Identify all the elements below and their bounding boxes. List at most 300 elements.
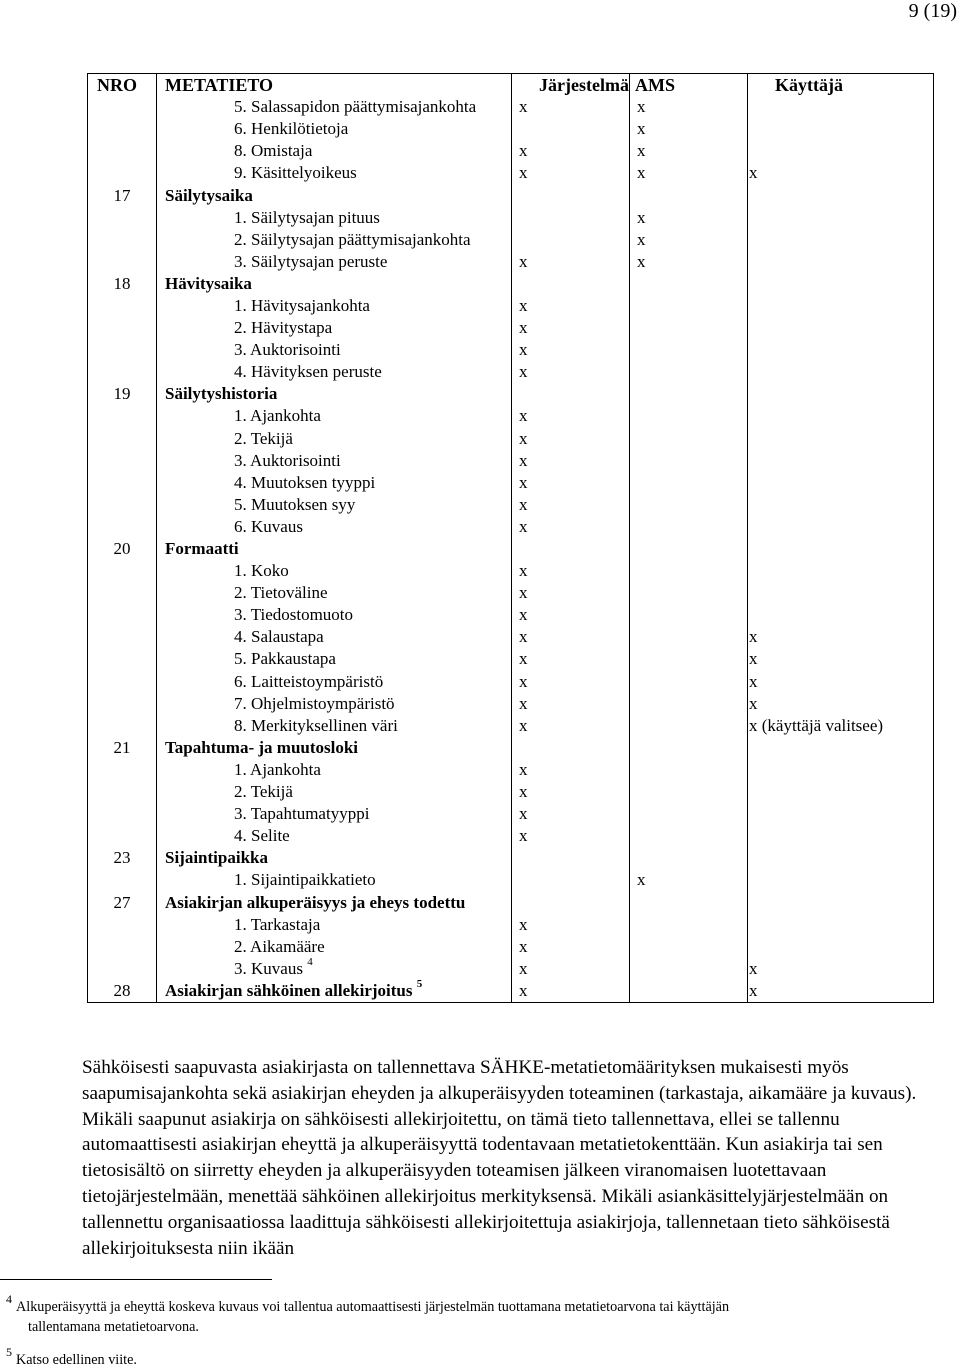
cell-kayttaja-text: x	[749, 649, 758, 669]
cell-kayttaja	[748, 516, 934, 538]
cell-nro	[88, 538, 157, 560]
cell-nro-text: 20	[113, 539, 131, 559]
table-body	[88, 96, 934, 1002]
cell-jarjestelma-text: x	[519, 472, 528, 492]
cell-nro	[88, 869, 157, 891]
cell-nro	[88, 494, 157, 516]
table-row	[88, 869, 934, 891]
cell-ams	[630, 516, 748, 538]
cell-kayttaja-text: x	[749, 958, 758, 978]
cell-metatieto	[157, 207, 512, 229]
cell-ams-text: x	[637, 207, 646, 227]
cell-ams	[630, 671, 748, 693]
table-row	[88, 958, 934, 980]
cell-jarjestelma-text: x	[519, 141, 528, 161]
cell-nro	[88, 715, 157, 737]
footnote-4-text: Alkuperäisyyttä ja eheyttä koskeva kuvaus voi tallentua automaattisesti järjestelmän tuottamana metatietoarvona tai käyttäjän	[16, 1299, 730, 1315]
table-row	[88, 207, 934, 229]
cell-nro	[88, 582, 157, 604]
table-row	[88, 229, 934, 251]
cell-nro	[88, 626, 157, 648]
cell-ams-text: x	[637, 251, 646, 271]
cell-jarjestelma-text: x	[519, 362, 528, 382]
cell-nro	[88, 383, 157, 405]
cell-ams	[630, 251, 748, 273]
cell-metatieto	[157, 671, 512, 693]
footnote-4-text-cont: tallentamana metatietoarvona.	[28, 1319, 199, 1335]
cell-jarjestelma	[512, 936, 630, 958]
cell-metatieto	[157, 96, 512, 118]
cell-metatieto-text: 8. Omistaja	[234, 141, 313, 161]
cell-jarjestelma-text: x	[519, 826, 528, 846]
cell-nro	[88, 118, 157, 140]
cell-jarjestelma-text: x	[519, 804, 528, 824]
cell-nro	[88, 317, 157, 339]
table-row	[88, 626, 934, 648]
cell-kayttaja	[748, 626, 934, 648]
cell-jarjestelma-text: x	[519, 693, 528, 713]
table-section-row	[88, 737, 934, 759]
cell-metatieto	[157, 781, 512, 803]
cell-kayttaja	[748, 317, 934, 339]
header-nro: NRO	[88, 74, 157, 97]
cell-metatieto-text: 4. Hävityksen peruste	[234, 362, 382, 382]
table-section-row	[88, 273, 934, 295]
cell-metatieto-text: 1. Ajankohta	[234, 759, 321, 779]
cell-nro-text: 27	[113, 892, 131, 912]
table-row	[88, 936, 934, 958]
cell-metatieto	[157, 847, 512, 869]
cell-metatieto	[157, 958, 512, 980]
cell-metatieto	[157, 560, 512, 582]
cell-jarjestelma-text: x	[519, 561, 528, 581]
header-jarjestelma: Järjestelmä	[512, 74, 630, 97]
cell-jarjestelma	[512, 737, 630, 759]
cell-jarjestelma	[512, 715, 630, 737]
cell-jarjestelma-text: x	[519, 295, 528, 315]
cell-metatieto	[157, 472, 512, 494]
cell-kayttaja	[748, 958, 934, 980]
cell-metatieto-text: Asiakirjan sähköinen allekirjoitus	[165, 980, 413, 1000]
cell-kayttaja	[748, 207, 934, 229]
cell-nro	[88, 361, 157, 383]
cell-metatieto	[157, 516, 512, 538]
table-row	[88, 604, 934, 626]
cell-jarjestelma-text: x	[519, 759, 528, 779]
cell-jarjestelma	[512, 759, 630, 781]
cell-metatieto-text: 5. Pakkaustapa	[234, 649, 336, 669]
cell-jarjestelma-text: x	[519, 958, 528, 978]
cell-kayttaja	[748, 671, 934, 693]
cell-metatieto	[157, 759, 512, 781]
cell-ams	[630, 980, 748, 1003]
table-header	[88, 74, 934, 97]
cell-kayttaja	[748, 405, 934, 427]
cell-nro	[88, 648, 157, 670]
cell-metatieto	[157, 229, 512, 251]
cell-nro	[88, 295, 157, 317]
cell-jarjestelma-text: x	[519, 914, 528, 934]
cell-ams	[630, 582, 748, 604]
cell-ams	[630, 936, 748, 958]
cell-jarjestelma	[512, 405, 630, 427]
cell-kayttaja	[748, 582, 934, 604]
cell-kayttaja-text: x (käyttäjä valitsee)	[749, 715, 884, 735]
cell-jarjestelma-text: x	[519, 340, 528, 360]
cell-metatieto	[157, 604, 512, 626]
cell-jarjestelma-text: x	[519, 318, 528, 338]
cell-metatieto	[157, 582, 512, 604]
cell-jarjestelma	[512, 516, 630, 538]
cell-metatieto	[157, 361, 512, 383]
table-row	[88, 582, 934, 604]
cell-metatieto-text: 5. Muutoksen syy	[234, 494, 356, 514]
cell-nro	[88, 450, 157, 472]
cell-jarjestelma	[512, 339, 630, 361]
cell-jarjestelma	[512, 295, 630, 317]
cell-ams	[630, 96, 748, 118]
cell-nro-text: 18	[113, 273, 131, 293]
cell-metatieto	[157, 184, 512, 206]
cell-ams	[630, 914, 748, 936]
cell-kayttaja	[748, 273, 934, 295]
cell-metatieto	[157, 295, 512, 317]
body-paragraph: Sähköisesti saapuvasta asiakirjasta on tallennettava SÄHKE-metatietomäärityksen mukaisesti myös saapumisajankohta sekä asiakirjan eheyden ja alkuperäisyyden toteaminen (tarkastaja, aikamääre ja kuvaus). Mikäli saapunut asiakirja on sähköisesti allekirjoitettu, on tämä tieto tallennettava, ellei se tallennu automaattisesti asiakirjan eheyttä ja alkuperäisyyttä todentavaan metatietokenttään. Kun asiakirja tai sen tietosisältö on siirretty eheyden ja alkuperäisyyden toteamisen jälkeen viranomaisen luotettavaan tietojärjestelmään, menettää sähköinen allekirjoitus merkityksensä. Mikäli asiankäsittelyjärjestelmään on tallennettu organisaatiossa laadittuja sähköisesti allekirjoitettuja asiakirjoja, tallennetaan tieto sähköisestä allekirjoituksesta niin ikään	[82, 1057, 917, 1259]
cell-jarjestelma	[512, 361, 630, 383]
cell-jarjestelma	[512, 958, 630, 980]
table-row	[88, 140, 934, 162]
cell-kayttaja	[748, 648, 934, 670]
cell-ams	[630, 693, 748, 715]
cell-metatieto	[157, 803, 512, 825]
cell-metatieto-text: 2. Hävitystapa	[234, 318, 333, 338]
table-row	[88, 162, 934, 184]
cell-jarjestelma	[512, 626, 630, 648]
cell-ams	[630, 428, 748, 450]
cell-metatieto	[157, 428, 512, 450]
cell-nro-text: 19	[113, 384, 131, 404]
table-row	[88, 803, 934, 825]
table-section-row	[88, 847, 934, 869]
table-row	[88, 693, 934, 715]
table-row	[88, 494, 934, 516]
cell-ams	[630, 494, 748, 516]
table-section-row	[88, 538, 934, 560]
cell-kayttaja	[748, 825, 934, 847]
cell-ams	[630, 781, 748, 803]
cell-kayttaja-text: x	[749, 980, 758, 1000]
cell-nro	[88, 891, 157, 913]
footnote-5-mark: 5	[6, 1345, 12, 1359]
cell-kayttaja	[748, 781, 934, 803]
cell-metatieto	[157, 648, 512, 670]
footnote-divider	[0, 1279, 272, 1280]
cell-ams	[630, 803, 748, 825]
cell-jarjestelma-text: x	[519, 671, 528, 691]
cell-metatieto-text: Formaatti	[165, 539, 239, 559]
cell-metatieto-text: 3. Auktorisointi	[234, 340, 341, 360]
cell-ams-text: x	[637, 870, 646, 890]
cell-kayttaja	[748, 980, 934, 1003]
cell-jarjestelma-text: x	[519, 649, 528, 669]
cell-metatieto-text: 3. Säilytysajan peruste	[234, 251, 388, 271]
cell-jarjestelma	[512, 472, 630, 494]
cell-kayttaja	[748, 339, 934, 361]
cell-ams	[630, 383, 748, 405]
cell-jarjestelma	[512, 317, 630, 339]
cell-metatieto-text: Säilytysaika	[165, 185, 253, 205]
cell-ams-text: x	[637, 97, 646, 117]
table-row	[88, 516, 934, 538]
cell-jarjestelma	[512, 207, 630, 229]
cell-jarjestelma	[512, 273, 630, 295]
cell-metatieto	[157, 494, 512, 516]
table-row	[88, 361, 934, 383]
table-row	[88, 472, 934, 494]
cell-kayttaja	[748, 229, 934, 251]
cell-jarjestelma	[512, 383, 630, 405]
cell-jarjestelma-text: x	[519, 163, 528, 183]
cell-kayttaja-text: x	[749, 671, 758, 691]
cell-jarjestelma-text: x	[519, 97, 528, 117]
cell-nro	[88, 428, 157, 450]
cell-kayttaja	[748, 715, 934, 737]
cell-ams	[630, 538, 748, 560]
cell-metatieto	[157, 715, 512, 737]
cell-kayttaja	[748, 759, 934, 781]
footnote-5	[6, 1345, 137, 1370]
cell-nro	[88, 781, 157, 803]
table-row	[88, 295, 934, 317]
table-row	[88, 648, 934, 670]
cell-jarjestelma	[512, 450, 630, 472]
cell-kayttaja	[748, 869, 934, 891]
cell-kayttaja	[748, 891, 934, 913]
cell-kayttaja	[748, 96, 934, 118]
cell-ams	[630, 140, 748, 162]
cell-metatieto	[157, 317, 512, 339]
table-row	[88, 251, 934, 273]
cell-jarjestelma	[512, 538, 630, 560]
cell-metatieto-text: Säilytyshistoria	[165, 384, 278, 404]
cell-jarjestelma	[512, 847, 630, 869]
cell-kayttaja	[748, 936, 934, 958]
header-metatieto: METATIETO	[157, 74, 512, 97]
cell-nro	[88, 96, 157, 118]
table-row	[88, 428, 934, 450]
cell-jarjestelma	[512, 251, 630, 273]
cell-kayttaja	[748, 847, 934, 869]
metadata-table	[87, 73, 934, 1003]
cell-ams-text: x	[637, 119, 646, 139]
cell-metatieto-text: 4. Salaustapa	[234, 627, 324, 647]
cell-metatieto-text: 1. Tarkastaja	[234, 914, 321, 934]
cell-ams	[630, 118, 748, 140]
cell-metatieto-text: 6. Laitteistoympäristö	[234, 671, 384, 691]
cell-nro	[88, 759, 157, 781]
cell-jarjestelma	[512, 96, 630, 118]
cell-jarjestelma	[512, 693, 630, 715]
cell-nro	[88, 671, 157, 693]
cell-metatieto-text: 1. Hävitysajankohta	[234, 295, 370, 315]
cell-jarjestelma-text: x	[519, 516, 528, 536]
cell-jarjestelma-text: x	[519, 494, 528, 514]
cell-ams	[630, 648, 748, 670]
cell-jarjestelma	[512, 803, 630, 825]
cell-metatieto-text: 2. Tekijä	[234, 428, 293, 448]
table-row	[88, 450, 934, 472]
cell-metatieto-text: 5. Salassapidon päättymisajankohta	[234, 97, 477, 117]
cell-jarjestelma-text: x	[519, 428, 528, 448]
cell-jarjestelma-text: x	[519, 406, 528, 426]
cell-jarjestelma	[512, 428, 630, 450]
cell-nro	[88, 847, 157, 869]
table-section-row	[88, 980, 934, 1003]
cell-metatieto-text: 3. Auktorisointi	[234, 450, 341, 470]
table-row	[88, 671, 934, 693]
cell-kayttaja-text: x	[749, 163, 758, 183]
cell-kayttaja	[748, 383, 934, 405]
cell-jarjestelma-text: x	[519, 251, 528, 271]
table-row	[88, 405, 934, 427]
cell-kayttaja	[748, 118, 934, 140]
cell-metatieto-text: 2. Aikamääre	[234, 936, 325, 956]
table-section-row	[88, 184, 934, 206]
cell-nro-text: 17	[113, 185, 131, 205]
cell-metatieto-text: Tapahtuma- ja muutosloki	[165, 737, 359, 757]
footnote-5-text: Katso edellinen viite.	[16, 1352, 137, 1368]
cell-jarjestelma-text: x	[519, 583, 528, 603]
cell-ams	[630, 560, 748, 582]
cell-metatieto-text: 1. Säilytysajan pituus	[234, 207, 380, 227]
cell-nro	[88, 958, 157, 980]
cell-metatieto	[157, 538, 512, 560]
cell-jarjestelma	[512, 980, 630, 1003]
cell-metatieto-text: 3. Tiedostomuoto	[234, 605, 354, 625]
cell-jarjestelma-text: x	[519, 450, 528, 470]
cell-metatieto-text: 1. Koko	[234, 561, 289, 581]
cell-jarjestelma	[512, 781, 630, 803]
cell-nro-text: 23	[113, 848, 131, 868]
cell-nro	[88, 604, 157, 626]
cell-ams	[630, 273, 748, 295]
cell-metatieto-text: 2. Säilytysajan päättymisajankohta	[234, 229, 471, 249]
cell-kayttaja	[748, 538, 934, 560]
cell-metatieto	[157, 626, 512, 648]
cell-ams	[630, 317, 748, 339]
cell-kayttaja-text: x	[749, 627, 758, 647]
cell-metatieto-text: 2. Tietoväline	[234, 583, 328, 603]
table-row	[88, 781, 934, 803]
cell-nro	[88, 936, 157, 958]
cell-kayttaja	[748, 162, 934, 184]
cell-nro	[88, 980, 157, 1003]
cell-ams	[630, 737, 748, 759]
cell-ams-text: x	[637, 163, 646, 183]
cell-ams	[630, 958, 748, 980]
table-row	[88, 825, 934, 847]
cell-kayttaja	[748, 361, 934, 383]
cell-metatieto-text: 7. Ohjelmistoympäristö	[234, 693, 395, 713]
cell-ams	[630, 184, 748, 206]
cell-metatieto	[157, 405, 512, 427]
cell-ams	[630, 759, 748, 781]
footnote-4	[6, 1292, 960, 1337]
cell-jarjestelma	[512, 604, 630, 626]
cell-metatieto-text: 3. Tapahtumatyyppi	[234, 804, 370, 824]
table-row	[88, 96, 934, 118]
cell-kayttaja	[748, 428, 934, 450]
cell-metatieto	[157, 980, 512, 1003]
header-ams: AMS	[630, 74, 748, 97]
cell-jarjestelma	[512, 648, 630, 670]
cell-kayttaja	[748, 472, 934, 494]
cell-nro	[88, 184, 157, 206]
cell-kayttaja	[748, 914, 934, 936]
table-row	[88, 118, 934, 140]
cell-nro	[88, 803, 157, 825]
cell-jarjestelma	[512, 140, 630, 162]
cell-metatieto	[157, 936, 512, 958]
cell-ams	[630, 472, 748, 494]
cell-kayttaja	[748, 803, 934, 825]
cell-jarjestelma	[512, 494, 630, 516]
cell-jarjestelma	[512, 229, 630, 251]
cell-kayttaja	[748, 295, 934, 317]
cell-metatieto	[157, 825, 512, 847]
cell-metatieto-text: 1. Sijaintipaikkatieto	[234, 870, 376, 890]
cell-ams	[630, 361, 748, 383]
cell-metatieto-text: 6. Henkilötietoja	[234, 119, 349, 139]
cell-nro	[88, 273, 157, 295]
cell-jarjestelma	[512, 560, 630, 582]
cell-ams	[630, 847, 748, 869]
cell-metatieto	[157, 737, 512, 759]
cell-kayttaja	[748, 560, 934, 582]
cell-ams	[630, 295, 748, 317]
table-section-row	[88, 383, 934, 405]
cell-nro	[88, 560, 157, 582]
cell-jarjestelma	[512, 162, 630, 184]
cell-nro	[88, 693, 157, 715]
cell-metatieto-text: Hävitysaika	[165, 273, 252, 293]
cell-nro	[88, 229, 157, 251]
cell-ams	[630, 869, 748, 891]
cell-nro	[88, 516, 157, 538]
cell-ams	[630, 339, 748, 361]
cell-metatieto-text: 1. Ajankohta	[234, 406, 321, 426]
cell-kayttaja	[748, 494, 934, 516]
cell-jarjestelma-text: x	[519, 782, 528, 802]
cell-ams	[630, 405, 748, 427]
cell-metatieto	[157, 251, 512, 273]
cell-metatieto-text: 8. Merkityksellinen väri	[234, 715, 398, 735]
cell-jarjestelma	[512, 118, 630, 140]
cell-nro	[88, 472, 157, 494]
cell-kayttaja	[748, 140, 934, 162]
cell-jarjestelma-text: x	[519, 980, 528, 1000]
cell-metatieto	[157, 693, 512, 715]
cell-nro	[88, 737, 157, 759]
cell-kayttaja-text: x	[749, 693, 758, 713]
cell-ams	[630, 825, 748, 847]
cell-ams	[630, 604, 748, 626]
cell-ams-text: x	[637, 229, 646, 249]
cell-nro	[88, 339, 157, 361]
cell-metatieto-text: 9. Käsittelyoikeus	[234, 163, 357, 183]
cell-metatieto	[157, 273, 512, 295]
cell-nro	[88, 207, 157, 229]
